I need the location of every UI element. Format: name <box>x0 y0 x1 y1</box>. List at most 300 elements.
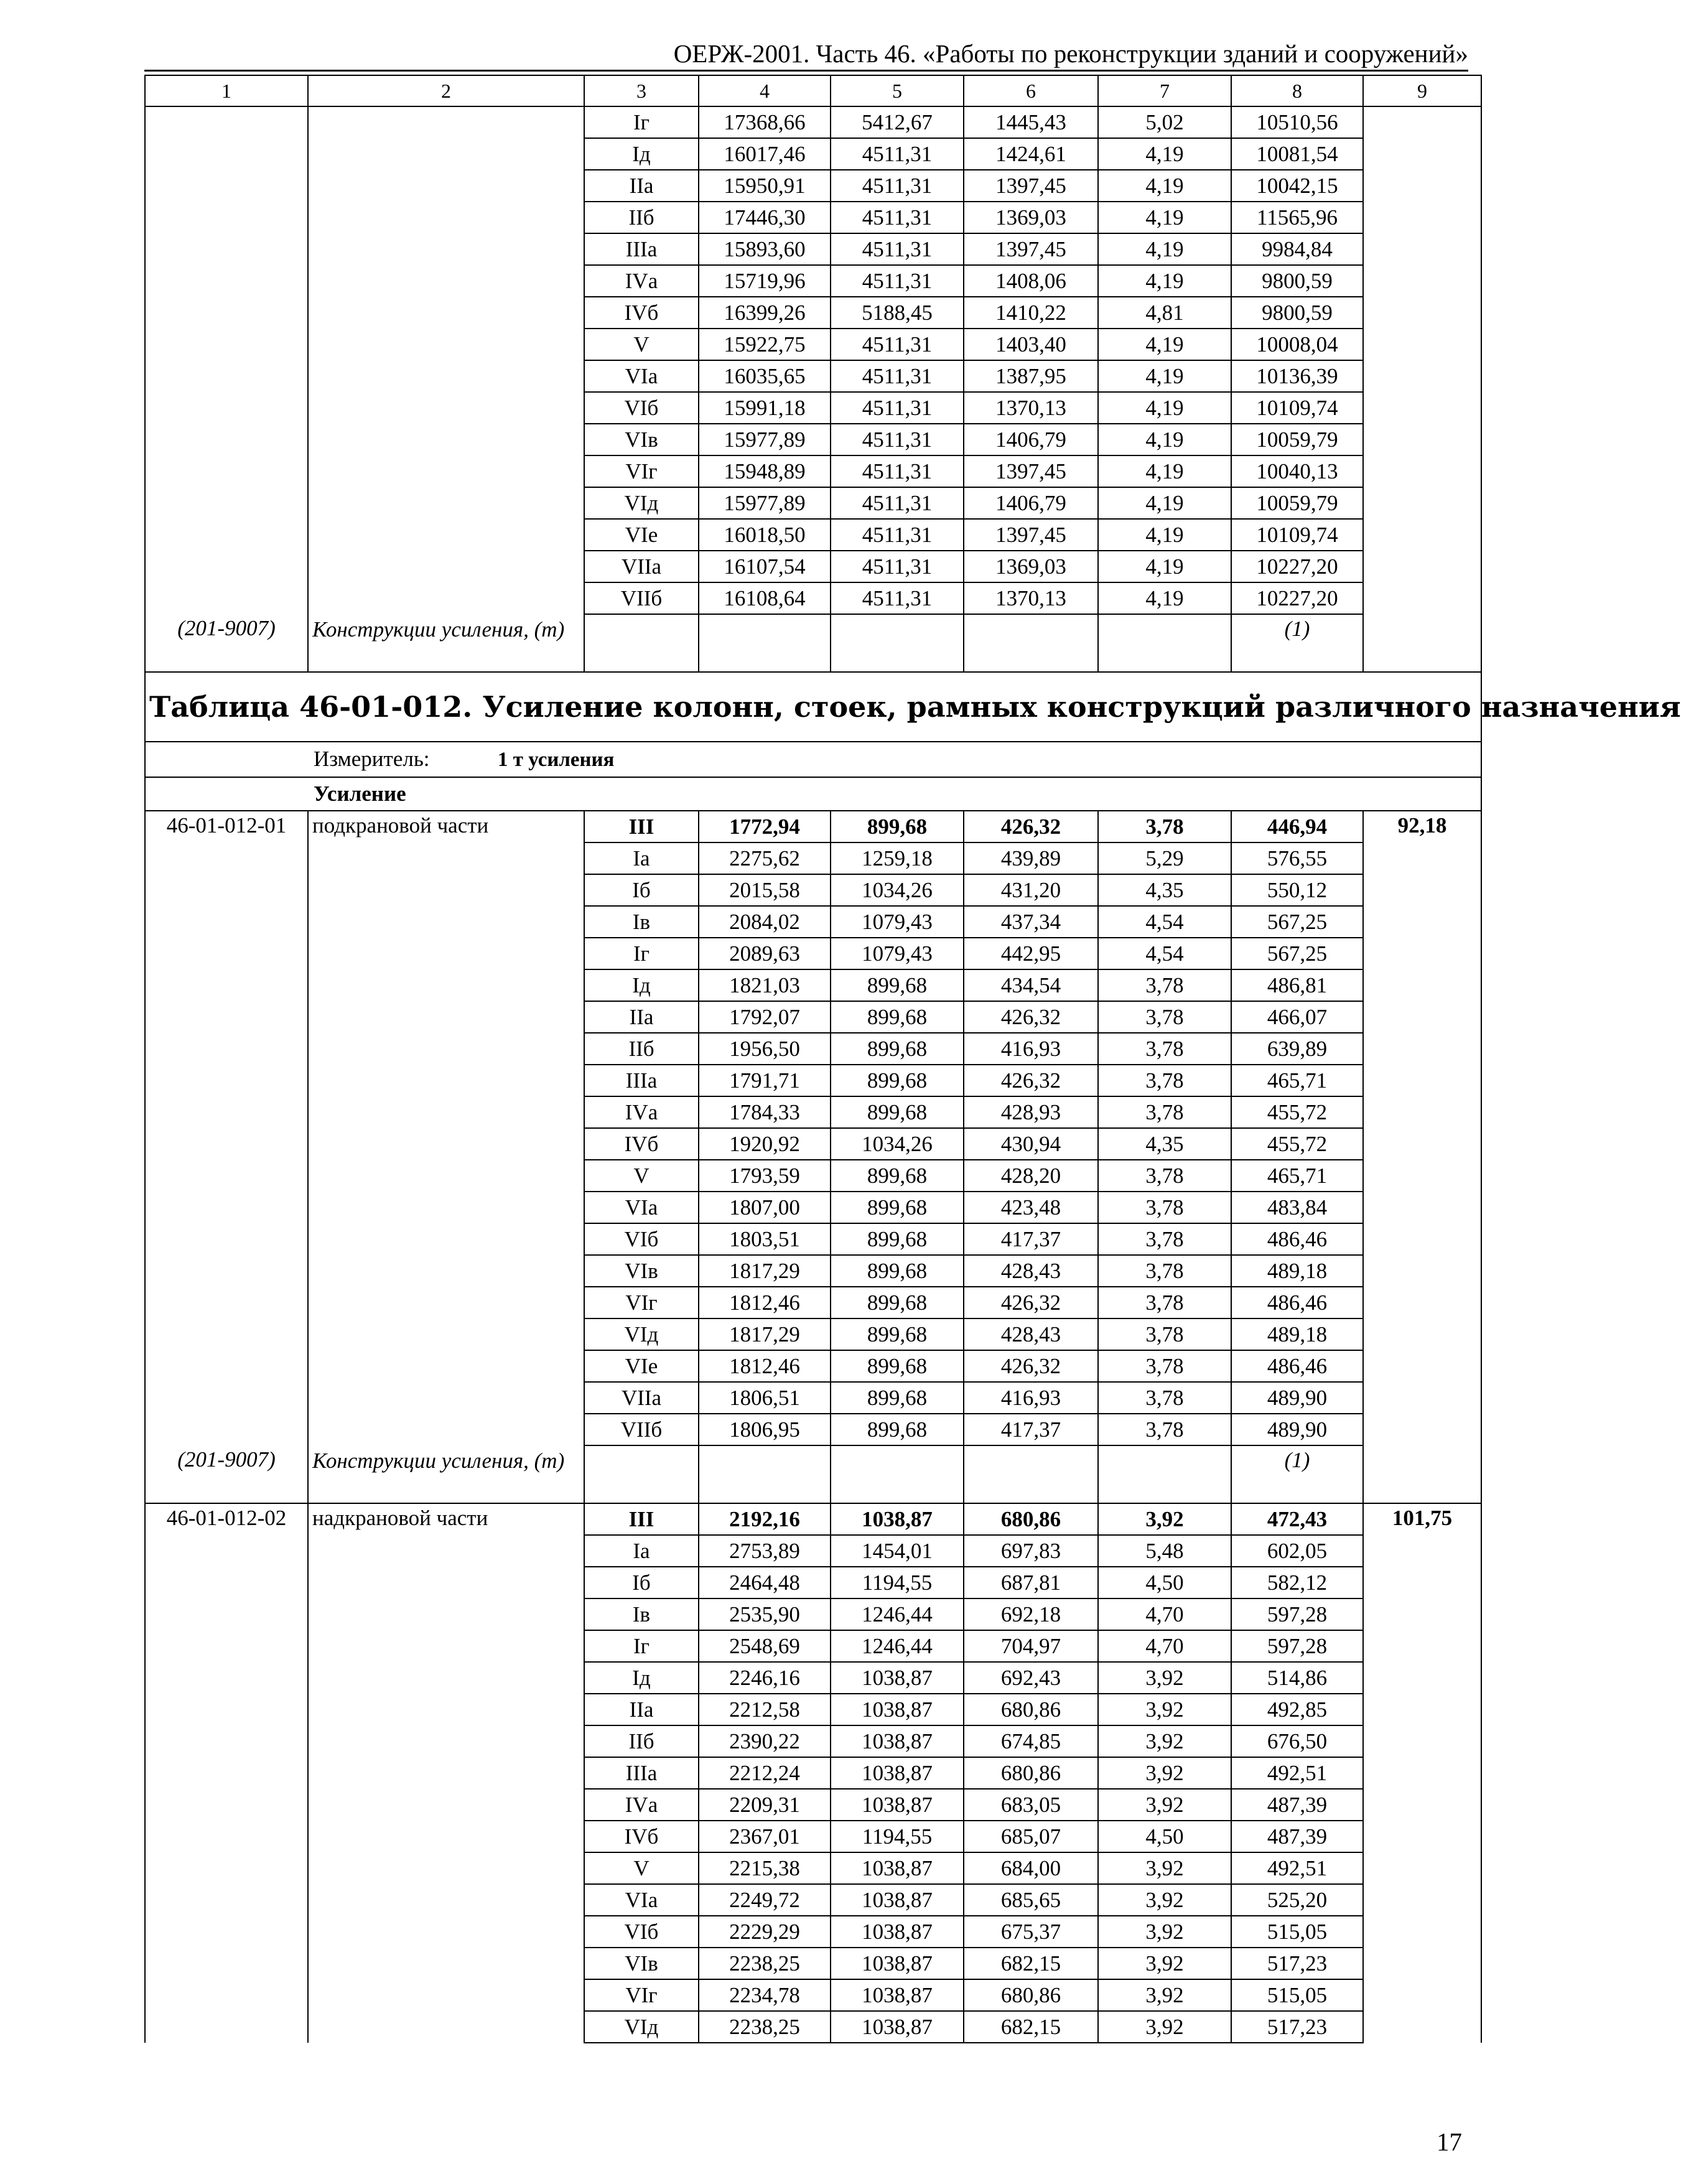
cost-operators-wages: 4,19 <box>1098 265 1231 297</box>
cost-direct: 16018,50 <box>699 519 831 551</box>
cost-materials: 567,25 <box>1231 938 1363 969</box>
item-total: 92,18 <box>1363 811 1481 1445</box>
cost-materials: 10081,54 <box>1231 138 1363 170</box>
cost-operators-wages: 4,50 <box>1098 1567 1231 1598</box>
group-code: VIа <box>584 360 699 392</box>
cost-wages: 4511,31 <box>831 487 964 519</box>
cost-operators-wages: 3,78 <box>1098 1223 1231 1255</box>
group-code: IIб <box>584 202 699 233</box>
cost-materials: 10136,39 <box>1231 360 1363 392</box>
group-code: V <box>584 1852 699 1884</box>
cost-machines: 1445,43 <box>964 106 1098 138</box>
cost-wages: 1038,87 <box>831 2011 964 2043</box>
cost-direct: 1812,46 <box>699 1287 831 1318</box>
resource-code: (201-9007) <box>145 1445 308 1503</box>
cost-wages: 1038,87 <box>831 1948 964 1979</box>
cost-direct: 1817,29 <box>699 1318 831 1350</box>
cost-materials: 466,07 <box>1231 1001 1363 1033</box>
rates-table <box>144 75 1681 2043</box>
cost-operators-wages: 3,78 <box>1098 1255 1231 1287</box>
cost-materials: 597,28 <box>1231 1630 1363 1662</box>
table-row <box>145 811 1481 842</box>
column-number: 2 <box>308 75 584 106</box>
cost-direct: 2238,25 <box>699 1948 831 1979</box>
cost-operators-wages: 4,54 <box>1098 938 1231 969</box>
cost-operators-wages: 4,70 <box>1098 1598 1231 1630</box>
group-code: VIг <box>584 455 699 487</box>
cost-machines: 428,43 <box>964 1255 1098 1287</box>
cost-operators-wages: 3,78 <box>1098 1001 1231 1033</box>
cost-wages: 1194,55 <box>831 1821 964 1852</box>
cost-machines: 416,93 <box>964 1382 1098 1414</box>
cost-direct: 17446,30 <box>699 202 831 233</box>
rates-table-body <box>145 75 1681 2043</box>
item-code: 46-01-012-02 <box>145 1503 308 2043</box>
cost-operators-wages: 3,78 <box>1098 1382 1231 1414</box>
cost-operators-wages: 3,92 <box>1098 1852 1231 1884</box>
cost-operators-wages: 4,19 <box>1098 202 1231 233</box>
cost-materials: 514,86 <box>1231 1662 1363 1694</box>
cost-machines: 1397,45 <box>964 455 1098 487</box>
cost-materials: 10040,13 <box>1231 455 1363 487</box>
cost-wages: 899,68 <box>831 1382 964 1414</box>
cost-direct: 2015,58 <box>699 874 831 906</box>
cost-direct: 16108,64 <box>699 582 831 614</box>
cost-materials: 489,18 <box>1231 1255 1363 1287</box>
group-code: VIб <box>584 392 699 424</box>
cost-machines: 426,32 <box>964 1350 1098 1382</box>
cost-direct: 2084,02 <box>699 906 831 938</box>
cost-direct: 15719,96 <box>699 265 831 297</box>
cost-machines: 428,20 <box>964 1160 1098 1192</box>
empty-cell <box>584 614 699 672</box>
cost-direct: 2212,24 <box>699 1757 831 1789</box>
group-code: VIа <box>584 1192 699 1223</box>
cost-materials: 10008,04 <box>1231 329 1363 360</box>
group-code: III <box>584 811 699 842</box>
cost-wages: 1194,55 <box>831 1567 964 1598</box>
table-title: Таблица 46-01-012. Усиление колонн, стоек, рамных конструкций различного назначения <box>145 672 1481 742</box>
cost-wages: 4511,31 <box>831 265 964 297</box>
cost-direct: 2548,69 <box>699 1630 831 1662</box>
cost-direct: 1806,51 <box>699 1382 831 1414</box>
group-code: VIг <box>584 1287 699 1318</box>
cost-wages: 899,68 <box>831 1287 964 1318</box>
cost-machines: 1370,13 <box>964 392 1098 424</box>
group-code: Iг <box>584 106 699 138</box>
cost-wages: 899,68 <box>831 1350 964 1382</box>
cost-machines: 680,86 <box>964 1757 1098 1789</box>
cost-materials: 11565,96 <box>1231 202 1363 233</box>
cost-operators-wages: 4,19 <box>1098 392 1231 424</box>
cost-operators-wages: 3,78 <box>1098 1065 1231 1096</box>
cost-operators-wages: 3,78 <box>1098 811 1231 842</box>
cost-materials: 602,05 <box>1231 1535 1363 1567</box>
cost-direct: 1817,29 <box>699 1255 831 1287</box>
cost-machines: 426,32 <box>964 811 1098 842</box>
cost-operators-wages: 4,19 <box>1098 360 1231 392</box>
cost-direct: 2229,29 <box>699 1916 831 1948</box>
group-code: VIг <box>584 1979 699 2011</box>
column-number: 1 <box>145 75 308 106</box>
cost-machines: 430,94 <box>964 1128 1098 1160</box>
cost-wages: 5188,45 <box>831 297 964 329</box>
cost-direct: 15950,91 <box>699 170 831 202</box>
cost-materials: 9800,59 <box>1231 265 1363 297</box>
cost-materials: 486,46 <box>1231 1350 1363 1382</box>
cost-operators-wages: 3,78 <box>1098 1033 1231 1065</box>
cost-direct: 2215,38 <box>699 1852 831 1884</box>
cost-direct: 1920,92 <box>699 1128 831 1160</box>
empty-cell <box>964 1445 1098 1503</box>
group-code: IVб <box>584 1821 699 1852</box>
cost-materials: 487,39 <box>1231 1821 1363 1852</box>
cost-materials: 446,94 <box>1231 811 1363 842</box>
cost-wages: 1038,87 <box>831 1884 964 1916</box>
cost-direct: 2212,58 <box>699 1694 831 1725</box>
page-number: 17 <box>1437 2127 1462 2156</box>
cost-materials: 465,71 <box>1231 1065 1363 1096</box>
cost-materials: 10059,79 <box>1231 424 1363 455</box>
cost-direct: 2390,22 <box>699 1725 831 1757</box>
cost-machines: 426,32 <box>964 1287 1098 1318</box>
cost-direct: 2192,16 <box>699 1503 831 1535</box>
section-heading <box>145 777 1481 811</box>
resource-quantity: (1) <box>1231 1445 1363 1503</box>
cost-materials: 455,72 <box>1231 1096 1363 1128</box>
cost-operators-wages: 4,35 <box>1098 1128 1231 1160</box>
cost-machines: 1397,45 <box>964 519 1098 551</box>
group-code: IVб <box>584 297 699 329</box>
cost-operators-wages: 3,78 <box>1098 1318 1231 1350</box>
cost-wages: 899,68 <box>831 1033 964 1065</box>
cost-materials: 9984,84 <box>1231 233 1363 265</box>
group-code: VIд <box>584 2011 699 2043</box>
cost-wages: 4511,31 <box>831 551 964 582</box>
cost-direct: 2209,31 <box>699 1789 831 1821</box>
cost-materials: 486,46 <box>1231 1287 1363 1318</box>
cost-wages: 1034,26 <box>831 874 964 906</box>
cost-materials: 487,39 <box>1231 1789 1363 1821</box>
cost-wages: 1038,87 <box>831 1789 964 1821</box>
cost-wages: 1034,26 <box>831 1128 964 1160</box>
group-code: IIIа <box>584 1757 699 1789</box>
cost-direct: 2464,48 <box>699 1567 831 1598</box>
cost-machines: 704,97 <box>964 1630 1098 1662</box>
cost-operators-wages: 3,92 <box>1098 1979 1231 2011</box>
resource-note-row <box>145 1445 1481 1503</box>
cost-machines: 439,89 <box>964 842 1098 874</box>
cost-machines: 675,37 <box>964 1916 1098 1948</box>
cost-wages: 1038,87 <box>831 1852 964 1884</box>
cost-direct: 1793,59 <box>699 1160 831 1192</box>
cost-materials: 486,46 <box>1231 1223 1363 1255</box>
group-code: VIIб <box>584 1414 699 1445</box>
cost-materials: 525,20 <box>1231 1884 1363 1916</box>
group-code: VIа <box>584 1884 699 1916</box>
cost-direct: 2367,01 <box>699 1821 831 1852</box>
cost-wages: 1246,44 <box>831 1630 964 1662</box>
cost-materials: 10227,20 <box>1231 551 1363 582</box>
cost-machines: 428,93 <box>964 1096 1098 1128</box>
group-code: IIб <box>584 1033 699 1065</box>
group-code: VIIб <box>584 582 699 614</box>
cost-operators-wages: 4,19 <box>1098 582 1231 614</box>
cost-operators-wages: 5,02 <box>1098 106 1231 138</box>
group-code: Iв <box>584 1598 699 1630</box>
cost-wages: 1038,87 <box>831 1725 964 1757</box>
unit-value: 1 т усиления <box>498 749 615 771</box>
cost-materials: 10059,79 <box>1231 487 1363 519</box>
cost-wages: 1454,01 <box>831 1535 964 1567</box>
cost-materials: 515,05 <box>1231 1916 1363 1948</box>
cost-machines: 416,93 <box>964 1033 1098 1065</box>
cost-operators-wages: 4,50 <box>1098 1821 1231 1852</box>
cost-operators-wages: 4,19 <box>1098 170 1231 202</box>
cost-direct: 16035,65 <box>699 360 831 392</box>
cost-operators-wages: 4,19 <box>1098 233 1231 265</box>
section-title: Усиление <box>314 782 406 806</box>
resource-name: Конструкции усиления, (т) <box>308 1445 584 1503</box>
cost-operators-wages: 3,78 <box>1098 1096 1231 1128</box>
cost-machines: 423,48 <box>964 1192 1098 1223</box>
group-code: VIд <box>584 1318 699 1350</box>
unit-row <box>145 742 1481 777</box>
cost-direct: 2275,62 <box>699 842 831 874</box>
cost-machines: 674,85 <box>964 1725 1098 1757</box>
cost-materials: 597,28 <box>1231 1598 1363 1630</box>
empty-cell <box>831 1445 964 1503</box>
column-number: 5 <box>831 75 964 106</box>
cost-wages: 1038,87 <box>831 1503 964 1535</box>
group-code: Iг <box>584 1630 699 1662</box>
empty-cell <box>1363 1445 1481 1503</box>
group-code: IVа <box>584 1789 699 1821</box>
cost-wages: 1259,18 <box>831 842 964 874</box>
cost-operators-wages: 4,19 <box>1098 487 1231 519</box>
cost-machines: 1397,45 <box>964 233 1098 265</box>
resource-code: (201-9007) <box>145 614 308 672</box>
group-code: IIб <box>584 1725 699 1757</box>
item-name <box>308 106 584 614</box>
cost-machines: 1370,13 <box>964 582 1098 614</box>
item-name: подкрановой части <box>308 811 584 1445</box>
column-number: 7 <box>1098 75 1231 106</box>
group-code: Iв <box>584 906 699 938</box>
cost-direct: 1784,33 <box>699 1096 831 1128</box>
resource-note-row <box>145 614 1481 672</box>
cost-operators-wages: 4,35 <box>1098 874 1231 906</box>
column-number-row <box>145 75 1481 106</box>
cost-wages: 4511,31 <box>831 582 964 614</box>
cost-direct: 1791,71 <box>699 1065 831 1096</box>
cost-direct: 1956,50 <box>699 1033 831 1065</box>
cost-operators-wages: 4,81 <box>1098 297 1231 329</box>
cost-materials: 515,05 <box>1231 1979 1363 2011</box>
group-code: Iа <box>584 842 699 874</box>
empty-cell <box>1098 1445 1231 1503</box>
table-row <box>145 1503 1481 1535</box>
cost-operators-wages: 4,19 <box>1098 551 1231 582</box>
cost-operators-wages: 4,19 <box>1098 424 1231 455</box>
cost-wages: 4511,31 <box>831 202 964 233</box>
cost-machines: 437,34 <box>964 906 1098 938</box>
item-code <box>145 106 308 614</box>
resource-quantity: (1) <box>1231 614 1363 672</box>
item-total <box>1363 106 1481 614</box>
cost-direct: 1806,95 <box>699 1414 831 1445</box>
cost-wages: 5412,67 <box>831 106 964 138</box>
cost-machines: 426,32 <box>964 1001 1098 1033</box>
group-code: Iб <box>584 1567 699 1598</box>
group-code: Iд <box>584 138 699 170</box>
cost-wages: 899,68 <box>831 1096 964 1128</box>
cost-machines: 682,15 <box>964 2011 1098 2043</box>
cost-operators-wages: 3,92 <box>1098 1503 1231 1535</box>
cost-operators-wages: 3,92 <box>1098 1884 1231 1916</box>
cost-materials: 9800,59 <box>1231 297 1363 329</box>
cost-wages: 4511,31 <box>831 329 964 360</box>
cost-materials: 10109,74 <box>1231 519 1363 551</box>
cost-direct: 2234,78 <box>699 1979 831 2011</box>
running-head: ОЕРЖ-2001. Часть 46. «Работы по реконструкции зданий и сооружений» <box>673 39 1468 68</box>
section-row <box>145 777 1481 811</box>
cost-machines: 680,86 <box>964 1979 1098 2011</box>
group-code: IVа <box>584 265 699 297</box>
column-number: 4 <box>699 75 831 106</box>
group-code: VIд <box>584 487 699 519</box>
cost-machines: 1403,40 <box>964 329 1098 360</box>
cost-wages: 4511,31 <box>831 519 964 551</box>
cost-operators-wages: 3,78 <box>1098 1414 1231 1445</box>
group-code: IIIа <box>584 233 699 265</box>
group-code: IVа <box>584 1096 699 1128</box>
cost-operators-wages: 3,92 <box>1098 1694 1231 1725</box>
group-code: VIб <box>584 1223 699 1255</box>
cost-direct: 1772,94 <box>699 811 831 842</box>
group-code: IIIа <box>584 1065 699 1096</box>
cost-wages: 899,68 <box>831 811 964 842</box>
cost-wages: 4511,31 <box>831 360 964 392</box>
cost-materials: 567,25 <box>1231 906 1363 938</box>
cost-materials: 492,51 <box>1231 1852 1363 1884</box>
cost-machines: 1424,61 <box>964 138 1098 170</box>
cost-direct: 2753,89 <box>699 1535 831 1567</box>
cost-direct: 16017,46 <box>699 138 831 170</box>
header-rule <box>144 70 1468 72</box>
group-code: VIв <box>584 1948 699 1979</box>
item-total: 101,75 <box>1363 1503 1481 2043</box>
cost-materials: 517,23 <box>1231 2011 1363 2043</box>
cost-materials: 10109,74 <box>1231 392 1363 424</box>
cost-machines: 1397,45 <box>964 170 1098 202</box>
cost-operators-wages: 3,78 <box>1098 969 1231 1001</box>
group-code: IIа <box>584 170 699 202</box>
cost-machines: 1387,95 <box>964 360 1098 392</box>
cost-machines: 680,86 <box>964 1694 1098 1725</box>
cost-wages: 1038,87 <box>831 1662 964 1694</box>
group-code: VIб <box>584 1916 699 1948</box>
cost-machines: 417,37 <box>964 1223 1098 1255</box>
cost-machines: 434,54 <box>964 969 1098 1001</box>
cost-materials: 465,71 <box>1231 1160 1363 1192</box>
group-code: V <box>584 1160 699 1192</box>
column-number: 3 <box>584 75 699 106</box>
cost-wages: 899,68 <box>831 1192 964 1223</box>
cost-direct: 17368,66 <box>699 106 831 138</box>
empty-cell <box>1363 614 1481 672</box>
table-title-row <box>145 672 1481 742</box>
cost-wages: 899,68 <box>831 1223 964 1255</box>
cost-operators-wages: 3,92 <box>1098 1789 1231 1821</box>
cost-operators-wages: 4,19 <box>1098 519 1231 551</box>
cost-wages: 899,68 <box>831 1414 964 1445</box>
cost-wages: 4511,31 <box>831 455 964 487</box>
cost-operators-wages: 3,78 <box>1098 1160 1231 1192</box>
cost-wages: 1246,44 <box>831 1598 964 1630</box>
cost-materials: 10042,15 <box>1231 170 1363 202</box>
cost-direct: 16399,26 <box>699 297 831 329</box>
cost-wages: 4511,31 <box>831 138 964 170</box>
cost-materials: 483,84 <box>1231 1192 1363 1223</box>
group-code: IIа <box>584 1001 699 1033</box>
cost-materials: 517,23 <box>1231 1948 1363 1979</box>
cost-operators-wages: 3,92 <box>1098 2011 1231 2043</box>
cost-wages: 4511,31 <box>831 170 964 202</box>
cost-materials: 455,72 <box>1231 1128 1363 1160</box>
group-code: VIе <box>584 519 699 551</box>
cost-machines: 687,81 <box>964 1567 1098 1598</box>
cost-machines: 692,43 <box>964 1662 1098 1694</box>
cost-machines: 685,65 <box>964 1884 1098 1916</box>
cost-direct: 16107,54 <box>699 551 831 582</box>
column-number: 6 <box>964 75 1098 106</box>
cost-materials: 486,81 <box>1231 969 1363 1001</box>
cost-direct: 1807,00 <box>699 1192 831 1223</box>
cost-operators-wages: 4,19 <box>1098 138 1231 170</box>
empty-cell <box>964 614 1098 672</box>
column-number: 8 <box>1231 75 1363 106</box>
cost-direct: 15991,18 <box>699 392 831 424</box>
cost-machines: 1369,03 <box>964 202 1098 233</box>
table-row <box>145 106 1481 138</box>
cost-wages: 1038,87 <box>831 1694 964 1725</box>
cost-direct: 2089,63 <box>699 938 831 969</box>
empty-cell <box>584 1445 699 1503</box>
cost-machines: 1410,22 <box>964 297 1098 329</box>
cost-materials: 492,51 <box>1231 1757 1363 1789</box>
group-code: VIе <box>584 1350 699 1382</box>
cost-machines: 697,83 <box>964 1535 1098 1567</box>
cost-operators-wages: 4,19 <box>1098 329 1231 360</box>
cost-direct: 2249,72 <box>699 1884 831 1916</box>
cost-materials: 676,50 <box>1231 1725 1363 1757</box>
group-code: III <box>584 1503 699 1535</box>
cost-direct: 1792,07 <box>699 1001 831 1033</box>
cost-direct: 1803,51 <box>699 1223 831 1255</box>
group-code: V <box>584 329 699 360</box>
cost-direct: 2535,90 <box>699 1598 831 1630</box>
group-code: Iг <box>584 938 699 969</box>
cost-wages: 1038,87 <box>831 1757 964 1789</box>
cost-wages: 4511,31 <box>831 392 964 424</box>
group-code: VIв <box>584 424 699 455</box>
cost-direct: 15893,60 <box>699 233 831 265</box>
cost-operators-wages: 3,92 <box>1098 1916 1231 1948</box>
cost-materials: 10510,56 <box>1231 106 1363 138</box>
cost-direct: 15922,75 <box>699 329 831 360</box>
group-code: VIIа <box>584 1382 699 1414</box>
